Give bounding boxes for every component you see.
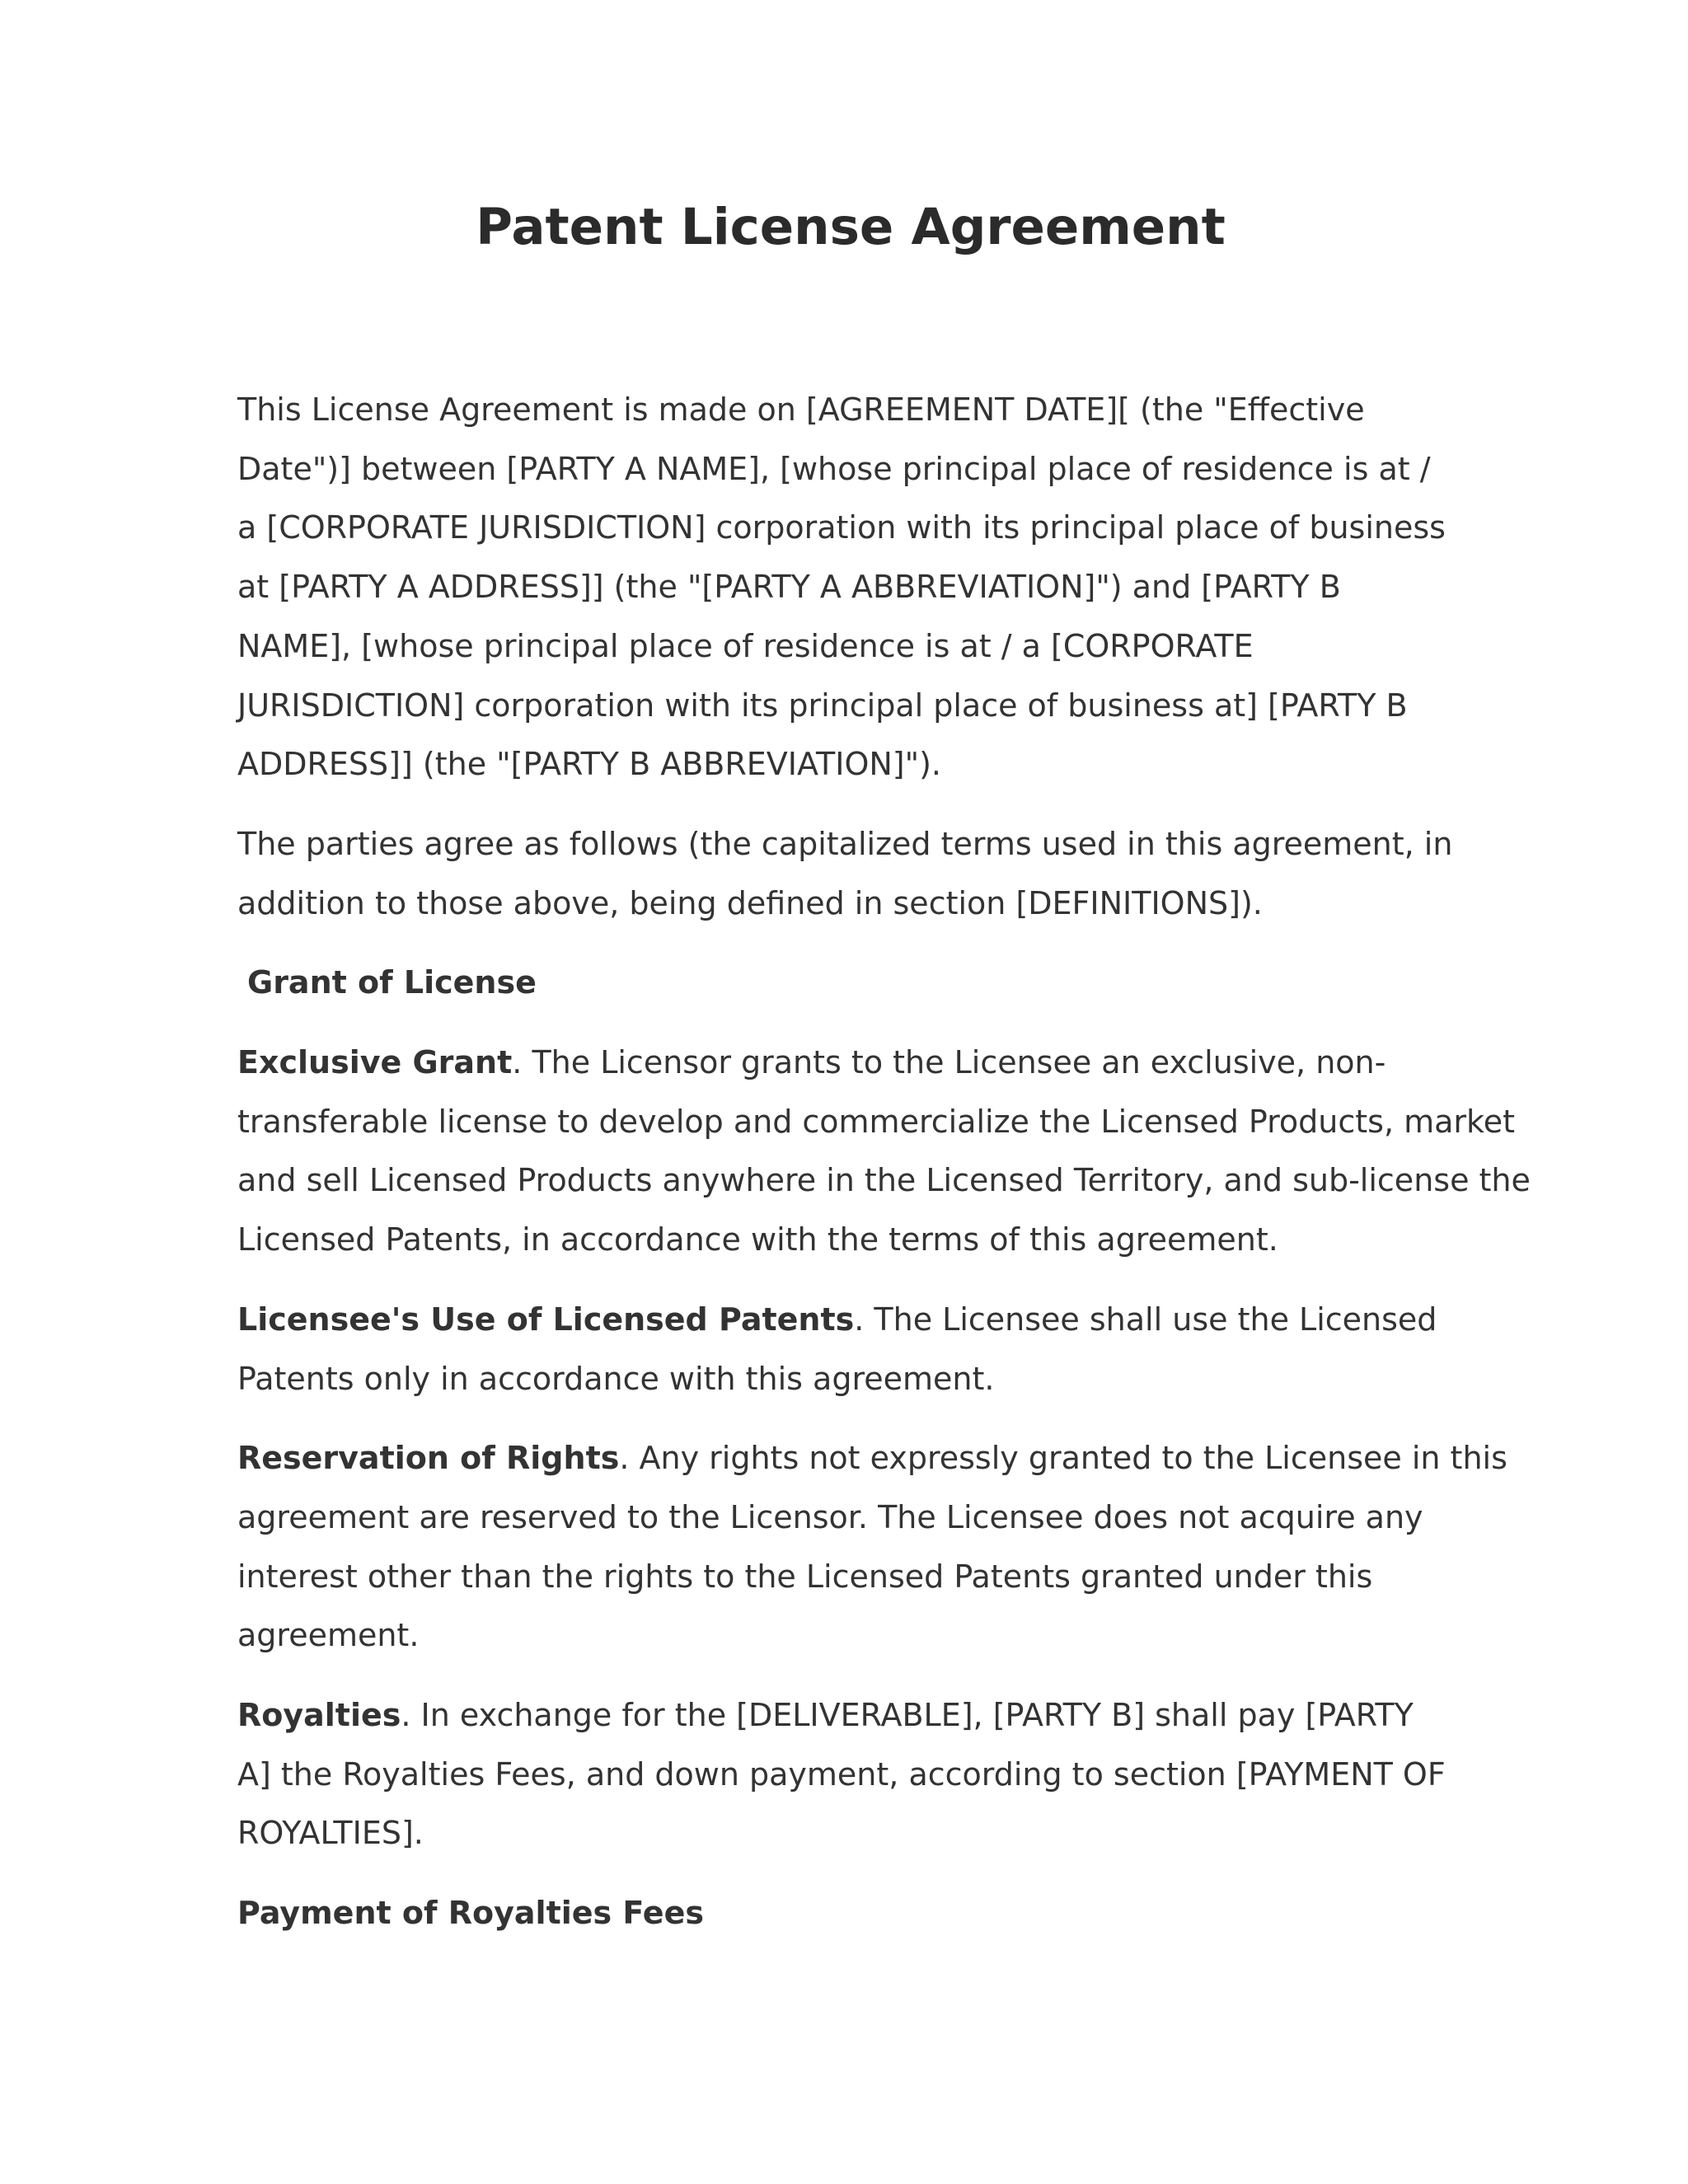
intro-line: NAME], [whose principal place of residence is at / a [CORPORATE: [237, 627, 1254, 664]
clause-text: . The Licensor grants to the Licensee an exclusive, non-: [512, 1044, 1386, 1081]
document-title: Patent License Agreement: [476, 198, 1226, 256]
agreement-paragraph: [237, 815, 1474, 933]
clause-text: . The Licensee shall use the Licensed: [854, 1301, 1437, 1338]
reservation-of-rights-clause: [237, 1429, 1507, 1666]
clause-text: . Any rights not expressly granted to the Licensee in this: [619, 1440, 1507, 1477]
section-heading-payment-of-royalties-fees: Payment of Royalties Fees: [237, 1895, 704, 1932]
clause-first-line: [237, 1686, 1474, 1746]
clause-term: Reservation of Rights: [237, 1440, 620, 1477]
clause-line: interest other than the rights to the Licensed Patents granted under this: [237, 1558, 1373, 1595]
licensee-use-clause: [237, 1291, 1474, 1408]
agreement-line: addition to those above, being defined in section [DEFINITIONS]).: [237, 884, 1263, 921]
section-heading-grant-of-license: Grant of License: [247, 964, 537, 1001]
intro-line: Date")] between [PARTY A NAME], [whose principal place of residence is at /: [237, 450, 1431, 487]
clause-first-line: [237, 1291, 1474, 1350]
clause-first-line: [237, 1033, 1474, 1093]
clause-first-line: [237, 1429, 1507, 1488]
clause-term: Royalties: [237, 1697, 401, 1734]
clause-term: Licensee's Use of Licensed Patents: [237, 1301, 855, 1338]
document-body: [237, 381, 1531, 1964]
clause-text: . In exchange for the [DELIVERABLE], [PARTY B] shall pay [PARTY: [401, 1697, 1414, 1734]
intro-line: This License Agreement is made on [AGREEMENT DATE][ (the "Effective: [237, 391, 1365, 428]
clause-line: Licensed Patents, in accordance with the terms of this agreement.: [237, 1221, 1278, 1258]
clause-line: Patents only in accordance with this agreement.: [237, 1360, 995, 1397]
agreement-line: The parties agree as follows (the capitalized terms used in this agreement, in: [237, 825, 1453, 862]
clause-line: transferable license to develop and commercialize the Licensed Products, market: [237, 1103, 1515, 1140]
intro-paragraph: [237, 381, 1474, 794]
clause-line: A] the Royalties Fees, and down payment, according to section [PAYMENT OF: [237, 1755, 1446, 1793]
royalties-clause: [237, 1686, 1474, 1863]
intro-line: JURISDICTION] corporation with its principal place of business at] [PARTY B: [237, 687, 1408, 724]
clause-line: agreement.: [237, 1617, 420, 1654]
clause-line: ROYALTIES].: [237, 1815, 424, 1852]
clause-term: Exclusive Grant: [237, 1044, 513, 1081]
exclusive-grant-clause: [237, 1033, 1531, 1270]
clause-line: agreement are reserved to the Licensor. The Licensee does not acquire any: [237, 1498, 1423, 1535]
intro-line: a [CORPORATE JURISDICTION] corporation with its principal place of business: [237, 509, 1446, 546]
clause-line: and sell Licensed Products anywhere in the Licensed Territory, and sub-license the: [237, 1162, 1531, 1199]
intro-line: ADDRESS]] (the "[PARTY B ABBREVIATION]").: [237, 746, 941, 783]
intro-line: at [PARTY A ADDRESS]] (the "[PARTY A ABBREVIATION]") and [PARTY B: [237, 569, 1341, 606]
